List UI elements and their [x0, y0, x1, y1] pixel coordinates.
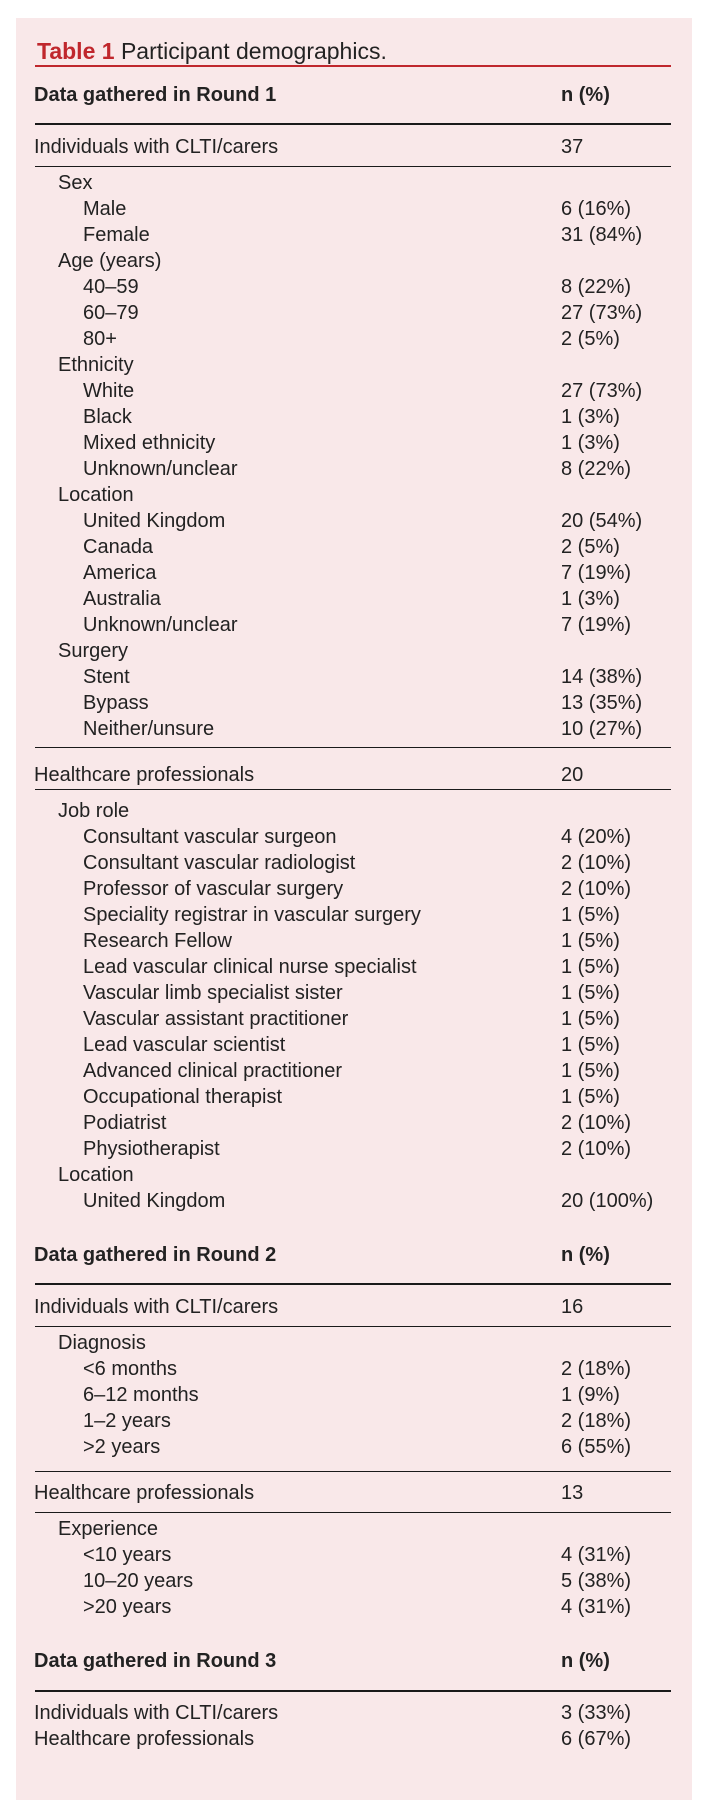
- row-label: Data gathered in Round 1: [34, 84, 277, 106]
- table-row: [16, 1138, 692, 1164]
- row-label: >20 years: [83, 1596, 172, 1618]
- table-row: [16, 562, 692, 588]
- row-label: Vascular assistant practitioner: [83, 1008, 349, 1030]
- table-panel: [16, 18, 692, 1800]
- row-value: 27 (73%): [561, 380, 643, 402]
- row-label: Consultant vascular surgeon: [83, 826, 337, 848]
- row-label: Unknown/unclear: [83, 458, 238, 480]
- row-label: Age (years): [58, 250, 162, 272]
- row-value: 6 (67%): [561, 1728, 632, 1750]
- row-label: Healthcare professionals: [34, 1482, 255, 1504]
- row-label: America: [83, 562, 157, 584]
- row-value: 8 (22%): [561, 458, 632, 480]
- row-value: 16: [561, 1296, 584, 1318]
- table-row: [16, 982, 692, 1008]
- table-row: [16, 1296, 692, 1322]
- row-label: Male: [83, 198, 127, 220]
- section-header-row: [16, 84, 692, 110]
- row-value: 27 (73%): [561, 302, 643, 324]
- table-rule: [35, 1326, 671, 1327]
- row-value: 1 (5%): [561, 904, 620, 926]
- row-label: Ethnicity: [58, 354, 134, 376]
- table-row: [16, 302, 692, 328]
- table-row: [16, 1190, 692, 1216]
- table-row: [16, 1358, 692, 1384]
- table-row: [16, 1164, 692, 1190]
- row-value: 20 (54%): [561, 510, 643, 532]
- row-label: 40–59: [83, 276, 139, 298]
- table-row: [16, 1384, 692, 1410]
- row-value: 8 (22%): [561, 276, 632, 298]
- row-label: Healthcare professionals: [34, 1728, 255, 1750]
- row-value: 4 (31%): [561, 1596, 632, 1618]
- row-label: Canada: [83, 536, 154, 558]
- table-row: [16, 276, 692, 302]
- table-row: [16, 666, 692, 692]
- table-row: [16, 1570, 692, 1596]
- table-row: [16, 1544, 692, 1570]
- row-label: Individuals with CLTI/carers: [34, 1296, 279, 1318]
- row-label: Location: [58, 1164, 134, 1186]
- table-row: [16, 692, 692, 718]
- row-value: 1 (3%): [561, 406, 620, 428]
- row-value: 1 (5%): [561, 1086, 620, 1108]
- row-label: 60–79: [83, 302, 139, 324]
- row-label: Experience: [58, 1518, 159, 1540]
- row-value: 7 (19%): [561, 614, 632, 636]
- row-label: Female: [83, 224, 150, 246]
- table-row: [16, 640, 692, 666]
- row-label: 10–20 years: [83, 1570, 194, 1592]
- row-label: Data gathered in Round 2: [34, 1244, 277, 1266]
- table-row: [16, 1410, 692, 1436]
- row-label: Advanced clinical practitioner: [83, 1060, 343, 1082]
- table-row: [16, 1112, 692, 1138]
- table-row: [16, 458, 692, 484]
- row-value: 1 (5%): [561, 1034, 620, 1056]
- table-number: Table 1: [37, 38, 115, 64]
- row-label: Lead vascular scientist: [83, 1034, 286, 1056]
- row-label: <10 years: [83, 1544, 172, 1566]
- row-label: Unknown/unclear: [83, 614, 238, 636]
- row-value: 4 (31%): [561, 1544, 632, 1566]
- table-row: [16, 718, 692, 744]
- table-row: [16, 172, 692, 198]
- row-label: Diagnosis: [58, 1332, 146, 1354]
- row-label: United Kingdom: [83, 510, 226, 532]
- table-rule: [35, 123, 671, 125]
- table-row: [16, 1332, 692, 1358]
- row-label: Bypass: [83, 692, 149, 714]
- section-header-row: [16, 1244, 692, 1270]
- row-label: Black: [83, 406, 132, 428]
- table-row: [16, 510, 692, 536]
- row-value: 37: [561, 136, 584, 158]
- table-row: [16, 930, 692, 956]
- table-rule: [35, 166, 671, 167]
- row-value: 2 (10%): [561, 878, 632, 900]
- table-row: [16, 764, 692, 790]
- row-value: 2 (10%): [561, 1112, 632, 1134]
- row-label: Surgery: [58, 640, 129, 662]
- row-label: Australia: [83, 588, 161, 610]
- row-value: 1 (5%): [561, 956, 620, 978]
- table-row: [16, 1034, 692, 1060]
- row-label: >2 years: [83, 1436, 161, 1458]
- row-value: 20: [561, 764, 584, 786]
- row-value: 2 (10%): [561, 1138, 632, 1160]
- table-body: [16, 18, 692, 1800]
- row-value: 1 (5%): [561, 930, 620, 952]
- row-value: 1 (5%): [561, 1060, 620, 1082]
- table-row: [16, 328, 692, 354]
- row-value: 2 (18%): [561, 1358, 632, 1380]
- table-row: [16, 956, 692, 982]
- row-label: Research Fellow: [83, 930, 232, 952]
- table-row: [16, 432, 692, 458]
- table-rule: [35, 789, 671, 790]
- row-label: United Kingdom: [83, 1190, 226, 1212]
- table-row: [16, 380, 692, 406]
- table-row: [16, 224, 692, 250]
- row-label: <6 months: [83, 1358, 177, 1380]
- row-value: 6 (16%): [561, 198, 632, 220]
- row-label: Job role: [58, 800, 130, 822]
- table-row: [16, 1518, 692, 1544]
- row-value: 1 (3%): [561, 588, 620, 610]
- table-row: [16, 614, 692, 640]
- table-row: [16, 354, 692, 380]
- table-row: [16, 1086, 692, 1112]
- table-row: [16, 904, 692, 930]
- table-row: [16, 198, 692, 224]
- row-value: 3 (33%): [561, 1702, 632, 1724]
- table-row: [16, 136, 692, 162]
- row-label: 6–12 months: [83, 1384, 199, 1406]
- row-label: 80+: [83, 328, 117, 350]
- table-row: [16, 1702, 692, 1728]
- table-rule: [35, 1690, 671, 1692]
- row-value: 6 (55%): [561, 1436, 632, 1458]
- row-value: 7 (19%): [561, 562, 632, 584]
- row-value: 31 (84%): [561, 224, 643, 246]
- table-row: [16, 800, 692, 826]
- table-row: [16, 1482, 692, 1508]
- row-value: n (%): [561, 1244, 610, 1266]
- row-label: Location: [58, 484, 134, 506]
- table-row: [16, 878, 692, 904]
- row-value: 2 (18%): [561, 1410, 632, 1432]
- row-value: 1 (5%): [561, 1008, 620, 1030]
- row-label: Vascular limb specialist sister: [83, 982, 343, 1004]
- row-value: 1 (5%): [561, 982, 620, 1004]
- table-rule: [35, 1471, 671, 1472]
- row-label: Lead vascular clinical nurse specialist: [83, 956, 417, 978]
- table-row: [16, 250, 692, 276]
- row-label: Data gathered in Round 3: [34, 1650, 277, 1672]
- row-label: Sex: [58, 172, 93, 194]
- row-value: 1 (3%): [561, 432, 620, 454]
- table-row: [16, 536, 692, 562]
- table-row: [16, 1596, 692, 1622]
- table-row: [16, 484, 692, 510]
- row-value: n (%): [561, 1650, 610, 1672]
- table-rule: [35, 1512, 671, 1513]
- row-value: 20 (100%): [561, 1190, 654, 1212]
- row-label: Neither/unsure: [83, 718, 215, 740]
- row-label: White: [83, 380, 135, 402]
- table-row: [16, 1436, 692, 1462]
- row-value: 13 (35%): [561, 692, 643, 714]
- row-label: Consultant vascular radiologist: [83, 852, 356, 874]
- row-value: 1 (9%): [561, 1384, 620, 1406]
- table-title: Participant demographics.: [120, 38, 387, 64]
- row-value: n (%): [561, 84, 610, 106]
- table-row: [16, 1008, 692, 1034]
- row-label: Healthcare professionals: [34, 764, 255, 786]
- row-value: 5 (38%): [561, 1570, 632, 1592]
- row-value: 2 (10%): [561, 852, 632, 874]
- row-label: Podiatrist: [83, 1112, 167, 1134]
- row-value: 4 (20%): [561, 826, 632, 848]
- row-label: Stent: [83, 666, 130, 688]
- row-value: 2 (5%): [561, 536, 620, 558]
- table-row: [16, 826, 692, 852]
- row-label: Physiotherapist: [83, 1138, 220, 1160]
- table-row: [16, 1728, 692, 1754]
- row-value: 14 (38%): [561, 666, 643, 688]
- table-rule: [35, 747, 671, 748]
- row-label: Mixed ethnicity: [83, 432, 216, 454]
- row-label: Individuals with CLTI/carers: [34, 1702, 279, 1724]
- section-header-row: [16, 1650, 692, 1676]
- table-row: [16, 406, 692, 432]
- row-label: Occupational therapist: [83, 1086, 283, 1108]
- row-value: 13: [561, 1482, 584, 1504]
- row-value: 2 (5%): [561, 328, 620, 350]
- table-row: [16, 852, 692, 878]
- row-value: 10 (27%): [561, 718, 643, 740]
- row-label: Speciality registrar in vascular surgery: [83, 904, 421, 926]
- table-row: [16, 1060, 692, 1086]
- table-row: [16, 588, 692, 614]
- row-label: Individuals with CLTI/carers: [34, 136, 279, 158]
- row-label: 1–2 years: [83, 1410, 171, 1432]
- table-rule: [35, 1283, 671, 1285]
- row-label: Professor of vascular surgery: [83, 878, 344, 900]
